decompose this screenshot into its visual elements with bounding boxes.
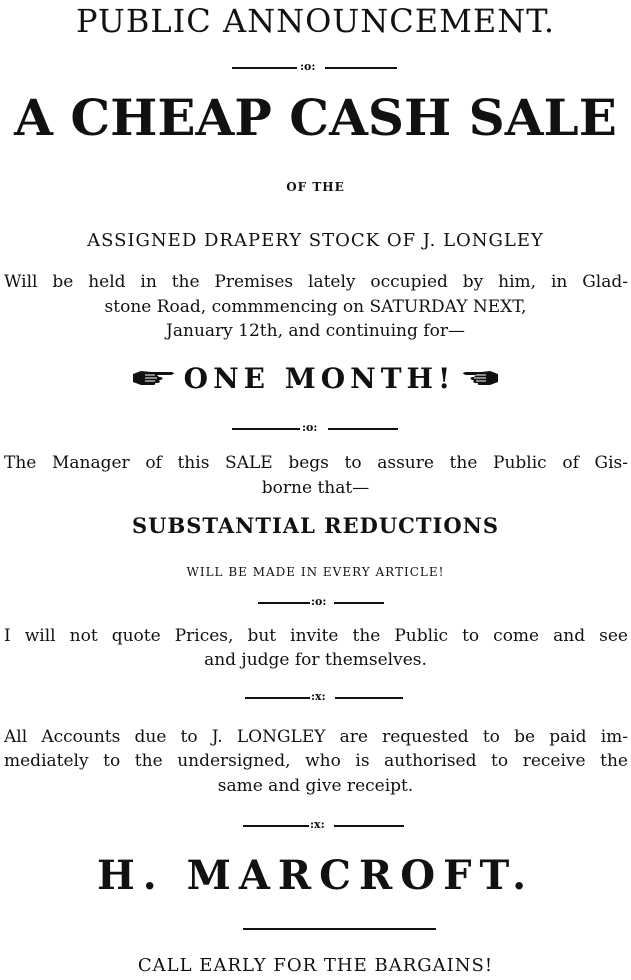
accounts-line-2: mediately to the undersigned, who is authorised to receive the [4,751,628,771]
every-article-text [0,565,631,579]
reductions-text: SUBSTANTIAL REDUCTIONS [132,513,499,538]
separator-1 [0,58,631,78]
separator-4-text: :x: [311,690,326,703]
separator-5 [0,816,631,836]
accounts-line-1: All Accounts due to J. LONGLEY are requested to be paid im- [4,727,628,747]
pointing-hand-left-icon [460,366,500,392]
sale-headline: A CHEAP CASH SALE [14,88,617,147]
accounts-line-3: same and give receipt. [217,776,414,796]
one-month-line [0,362,631,395]
premises-line-2: stone Road, commmencing on SATURDAY NEXT, [104,297,527,317]
separator-2-text: :o: [302,421,318,434]
manager-line-2: borne that— [261,478,370,498]
separator-3 [0,593,631,613]
separator-5-text: :x: [310,818,325,831]
prices-line-1: I will not quote Prices, but invite the Public to come and see [4,626,628,646]
separator-3-text: :o: [311,595,327,608]
one-month-text: ONE MONTH! [183,362,456,395]
pointing-hand-right-icon [131,366,179,392]
stock-line: ASSIGNED DRAPERY STOCK OF J. LONGLEY [87,230,544,251]
footer-call-early: CALL EARLY FOR THE BARGAINS! [137,955,494,976]
separator-2 [0,419,631,439]
signature-name: H. MARCROFT. [96,852,535,899]
prices-line-2: and judge for themselves. [204,650,427,670]
premises-line-1: Will be held in the Premises lately occupied by him, in Glad- [4,272,628,292]
separator-1-text: :o: [300,60,316,73]
signature-underline [243,928,436,930]
announcement-heading: PUBLIC ANNOUNCEMENT. [75,2,556,40]
separator-4 [0,688,631,708]
premises-line-3: January 12th, and continuing for— [166,321,465,341]
of-the-text: OF THE [286,180,345,194]
manager-line-1: The Manager of this SALE begs to assure the Public of Gis- [4,453,628,473]
every-article-label: WILL BE MADE IN EVERY ARTICLE! [186,565,445,579]
